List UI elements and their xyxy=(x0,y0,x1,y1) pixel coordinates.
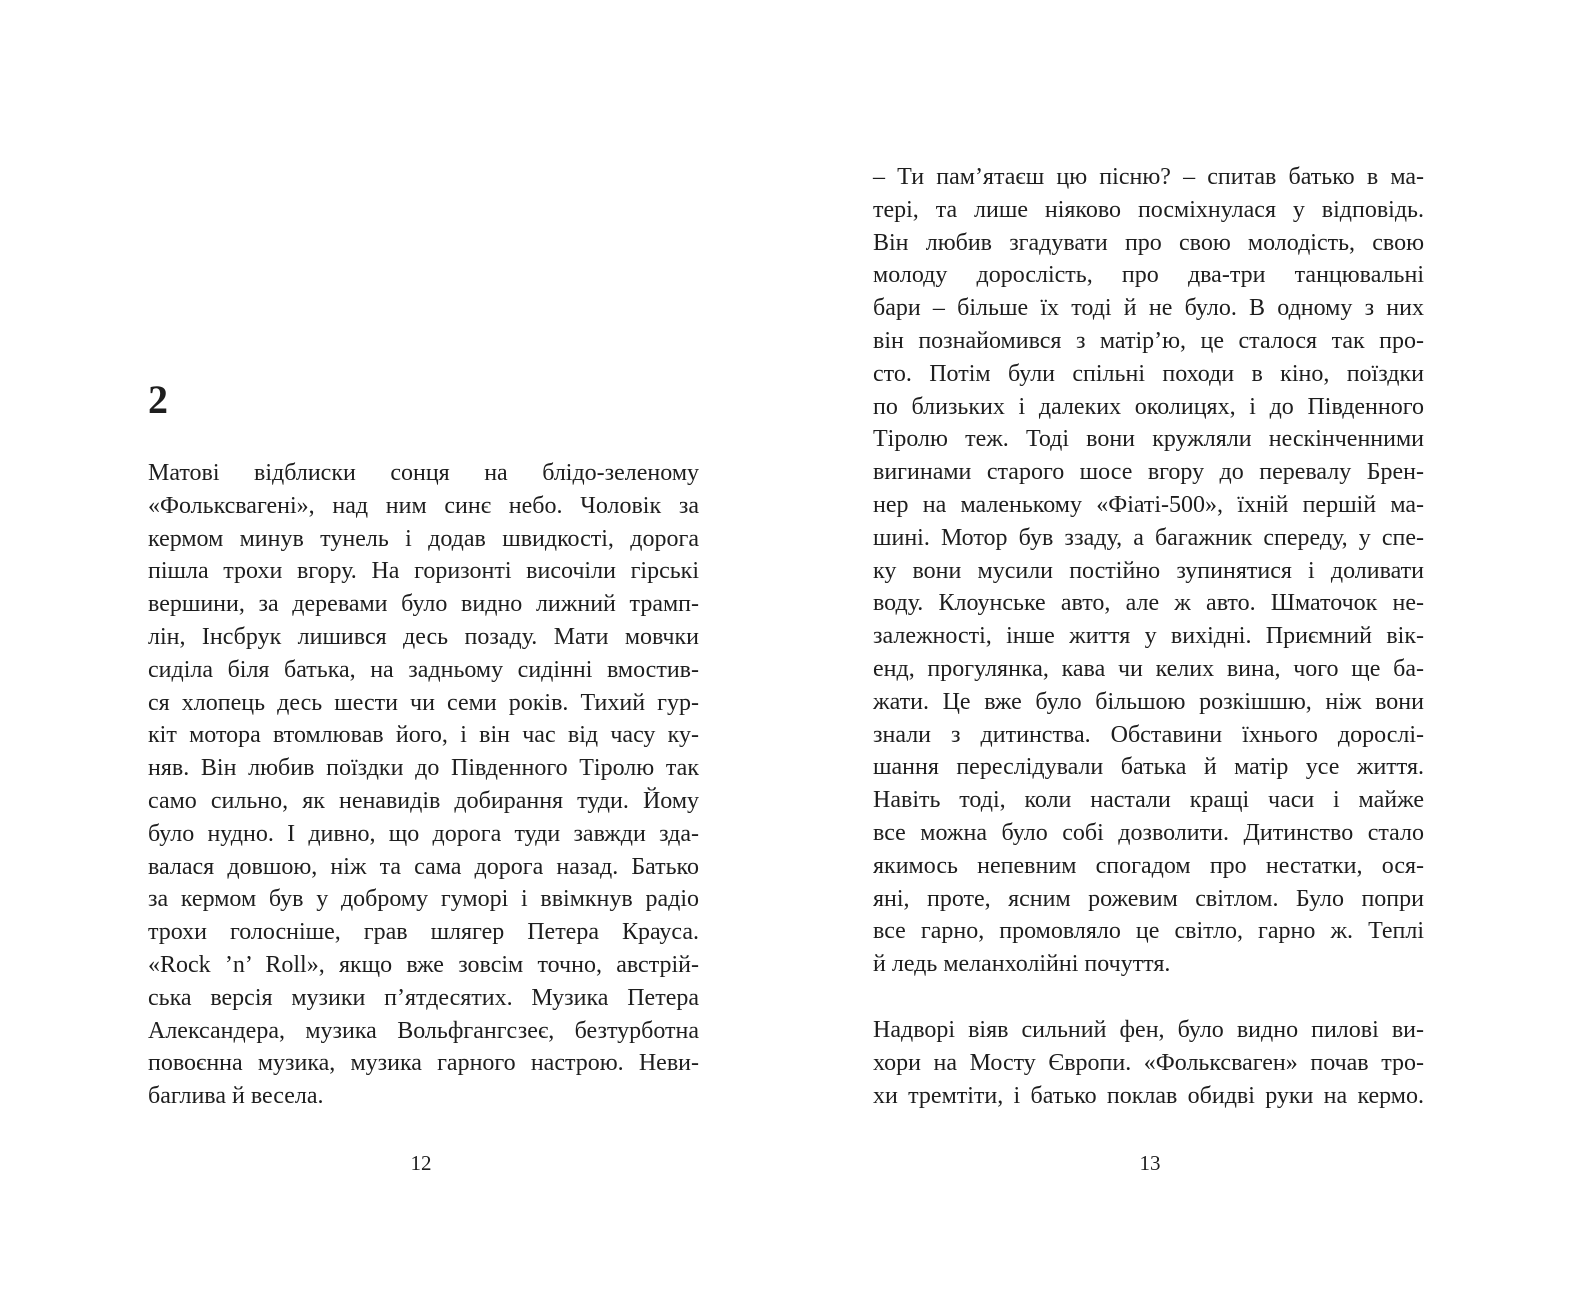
text-line: вершини, за деревами було видно лижний трамп- xyxy=(148,591,699,618)
text-line: він познайомився з матір’ю, це сталося так про- xyxy=(873,327,1424,354)
text-line: енд, прогулянка, кава чи келих вина, чого ще ба- xyxy=(873,655,1424,682)
text-line: Надворі віяв сильний фен, було видно пилові ви- xyxy=(873,1017,1424,1043)
text-line: по близьких і далеких околицях, і до Південного xyxy=(873,393,1424,420)
text-line: залежності, інше життя у вихідні. Приємний вік- xyxy=(873,623,1424,650)
text-line: бари – більше їх тоді й не було. В одному з них xyxy=(873,295,1424,322)
text-line: – Ти пам’ятаєш цю пісню? – спитав батько в ма- xyxy=(873,164,1424,190)
text-line: сто. Потім були спільні походи в кіно, поїздки xyxy=(873,360,1424,387)
right-page-paragraph-1 xyxy=(873,161,1424,981)
text-line: шання переслідували батька й матір усе життя. xyxy=(873,754,1424,781)
text-line: Александера, музика Вольфгангсзеє, безтурботна xyxy=(148,1017,699,1044)
text-line: «Rock ’n’ Roll», якщо вже зовсім точно, австрій- xyxy=(148,951,699,978)
text-line: трохи голосніше, грав шлягер Петера Крауса. xyxy=(148,919,699,946)
text-line: за кермом був у доброму гуморі і ввімкнув радіо xyxy=(148,886,699,913)
text-line: знали з дитинства. Обставини їхнього дорослі- xyxy=(873,721,1424,748)
text-line: ся хлопець десь шести чи семи років. Тихий гур- xyxy=(148,689,699,716)
text-line: тері, та лише ніяково посміхнулася у відповідь. xyxy=(873,196,1424,223)
text-line: кермом минув тунель і додав швидкості, дорога xyxy=(148,525,699,552)
page-number-right: 13 xyxy=(1139,1151,1161,1175)
text-line: Тіролю теж. Тоді вони кружляли нескінченними xyxy=(873,426,1424,453)
text-line: все гарно, промовляло це світло, гарно ж. Теплі xyxy=(873,918,1424,945)
text-line: все можна було собі дозволити. Дитинство стало xyxy=(873,819,1424,846)
text-line: ку вони мусили постійно зупинятися і доливати xyxy=(873,557,1424,584)
text-line: няв. Він любив поїздки до Південного Тіролю так xyxy=(148,755,699,782)
text-line: яні, проте, ясним рожевим світлом. Було попри xyxy=(873,885,1424,912)
text-line: нер на маленькому «Фіаті-500», їхній першій ма- xyxy=(873,491,1424,518)
right-page xyxy=(797,0,1594,1299)
text-line: молоду дорослість, про два-три танцювальні xyxy=(873,262,1424,289)
text-line: повоєнна музика, музика гарного настрою. Неви- xyxy=(148,1050,699,1077)
left-page-paragraph xyxy=(148,457,699,1113)
text-line: сиділа біля батька, на задньому сидінні вмостив- xyxy=(148,656,699,683)
text-line: хи тремтіти, і батько поклав обидві руки на кермо. xyxy=(873,1082,1424,1109)
text-line: само сильно, як ненавидів добирання туди. Йому xyxy=(148,787,699,814)
text-line: Він любив згадувати про свою молодість, свою xyxy=(873,229,1424,256)
text-line: пішла трохи вгору. На горизонті височіли гірські xyxy=(148,558,699,585)
page-number-left: 12 xyxy=(410,1151,432,1175)
text-line: було нудно. І дивно, що дорога туди завжди зда- xyxy=(148,820,699,847)
text-line: шині. Мотор був ззаду, а багажник спереду, у спе- xyxy=(873,524,1424,551)
text-line: валася довшою, ніж та сама дорога назад. Батько xyxy=(148,853,699,880)
text-line: й ледь меланхолійні почуття. xyxy=(873,951,1171,978)
text-line: кіт мотора втомлював його, і він час від часу ку- xyxy=(148,722,699,749)
text-line: лін, Інсбрук лишився десь позаду. Мати мовчки xyxy=(148,623,699,650)
text-line: Матові відблиски сонця на блідо-зеленому xyxy=(148,460,699,486)
text-line: ська версія музики п’ятдесятих. Музика Петера xyxy=(148,984,699,1011)
text-line: якимось непевним спогадом про нестатки, ося- xyxy=(873,852,1424,879)
text-line: баглива й весела. xyxy=(148,1083,324,1110)
right-page-paragraph-2 xyxy=(873,1014,1424,1112)
text-line: вигинами старого шосе вгору до перевалу Брен- xyxy=(873,459,1424,486)
text-line: жати. Це вже було більшою розкішшю, ніж вони xyxy=(873,688,1424,715)
text-line: хори на Мосту Європи. «Фольксваген» почав тро- xyxy=(873,1049,1424,1076)
text-line: воду. Клоунське авто, але ж авто. Шматочок не- xyxy=(873,590,1424,617)
text-line: «Фольксвагені», над ним синє небо. Чоловік за xyxy=(148,492,699,519)
chapter-number: 2 xyxy=(148,377,168,422)
text-line: Навіть тоді, коли настали кращі часи і майже xyxy=(873,787,1424,814)
